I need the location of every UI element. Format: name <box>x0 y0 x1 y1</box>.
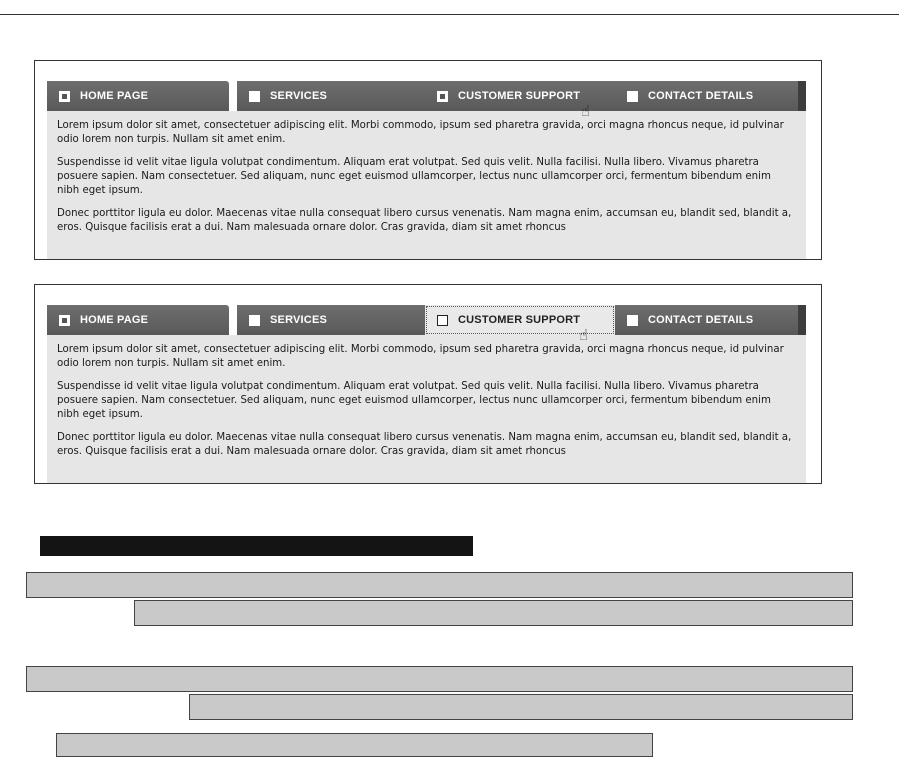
redacted-text-line <box>26 572 853 598</box>
redacted-text-line <box>26 666 853 692</box>
tab-label: HOME PAGE <box>80 90 149 102</box>
tab-home-page[interactable] <box>47 305 229 335</box>
hand-cursor-icon: ☝ <box>581 102 591 120</box>
square-icon <box>627 91 638 102</box>
redacted-heading <box>40 536 473 556</box>
tab-label: SERVICES <box>270 314 328 326</box>
square-icon <box>249 315 260 326</box>
tab-home-page[interactable] <box>47 81 229 111</box>
square-icon <box>437 91 448 102</box>
tab-contact-details[interactable] <box>615 81 806 111</box>
tab-label: CUSTOMER SUPPORT <box>458 90 581 102</box>
tab-contact-details[interactable] <box>615 305 806 335</box>
tab-label: CONTACT DETAILS <box>648 314 754 326</box>
tab-bar <box>47 81 806 111</box>
redacted-text-line <box>134 600 853 626</box>
tab-label: CUSTOMER SUPPORT <box>458 314 581 326</box>
paragraph: Lorem ipsum dolor sit amet, consectetuer adipiscing elit. Morbi commodo, ipsum sed pharetra gravida, orci magna rhoncus neque, id pulvinar odio lorem non turpis. Nullam sit amet enim. <box>57 120 784 145</box>
top-divider <box>0 14 899 15</box>
tab-widget-hover-state <box>34 60 822 260</box>
tab-services[interactable] <box>237 81 425 111</box>
tab-label: HOME PAGE <box>80 314 149 326</box>
square-icon <box>627 315 638 326</box>
paragraph: Lorem ipsum dolor sit amet, consectetuer adipiscing elit. Morbi commodo, ipsum sed pharetra gravida, orci magna rhoncus neque, id pulvinar odio lorem non turpis. Nullam sit amet enim. <box>57 344 784 369</box>
square-icon <box>249 91 260 102</box>
tab-label: CONTACT DETAILS <box>648 90 754 102</box>
filled-square-icon <box>59 91 70 102</box>
redacted-text-line <box>189 694 853 720</box>
tab-services[interactable] <box>237 305 425 335</box>
redacted-text-line <box>56 733 653 757</box>
square-icon <box>437 315 448 326</box>
paragraph: Suspendisse id velit vitae ligula volutpat condimentum. Aliquam erat volutpat. Sed quis velit. Nulla facilisi. Nulla libero. Vivamus pharetra posuere sapien. Nam consectetuer. Sed aliquam, nunc eget euismod ullamcorper, lectus nunc ullamcorper orci, fermentum bibendum enim nibh eget ipsum. <box>57 157 771 196</box>
paragraph: Donec porttitor ligula eu dolor. Maecenas vitae nulla consequat libero cursus venenatis. Nam magna enim, accumsan eu, blandit sed, blandit a, eros. Quisque facilisis erat a dui. Nam malesuada ornare dolor. Cras gravida, diam sit amet rhoncus <box>57 432 792 457</box>
paragraph: Donec porttitor ligula eu dolor. Maecenas vitae nulla consequat libero cursus venenatis. Nam magna enim, accumsan eu, blandit sed, blandit a, eros. Quisque facilisis erat a dui. Nam malesuada ornare dolor. Cras gravida, diam sit amet rhoncus <box>57 208 792 233</box>
tab-content <box>47 111 806 260</box>
tab-bar <box>47 305 806 335</box>
hand-cursor-icon: ☝ <box>579 326 589 344</box>
filled-square-icon <box>59 315 70 326</box>
tab-widget-focus-state <box>34 284 822 484</box>
tab-content <box>47 335 806 484</box>
paragraph: Suspendisse id velit vitae ligula volutpat condimentum. Aliquam erat volutpat. Sed quis velit. Nulla facilisi. Nulla libero. Vivamus pharetra posuere sapien. Nam consectetuer. Sed aliquam, nunc eget euismod ullamcorper, lectus nunc ullamcorper orci, fermentum bibendum enim nibh eget ipsum. <box>57 381 771 420</box>
tab-label: SERVICES <box>270 90 328 102</box>
